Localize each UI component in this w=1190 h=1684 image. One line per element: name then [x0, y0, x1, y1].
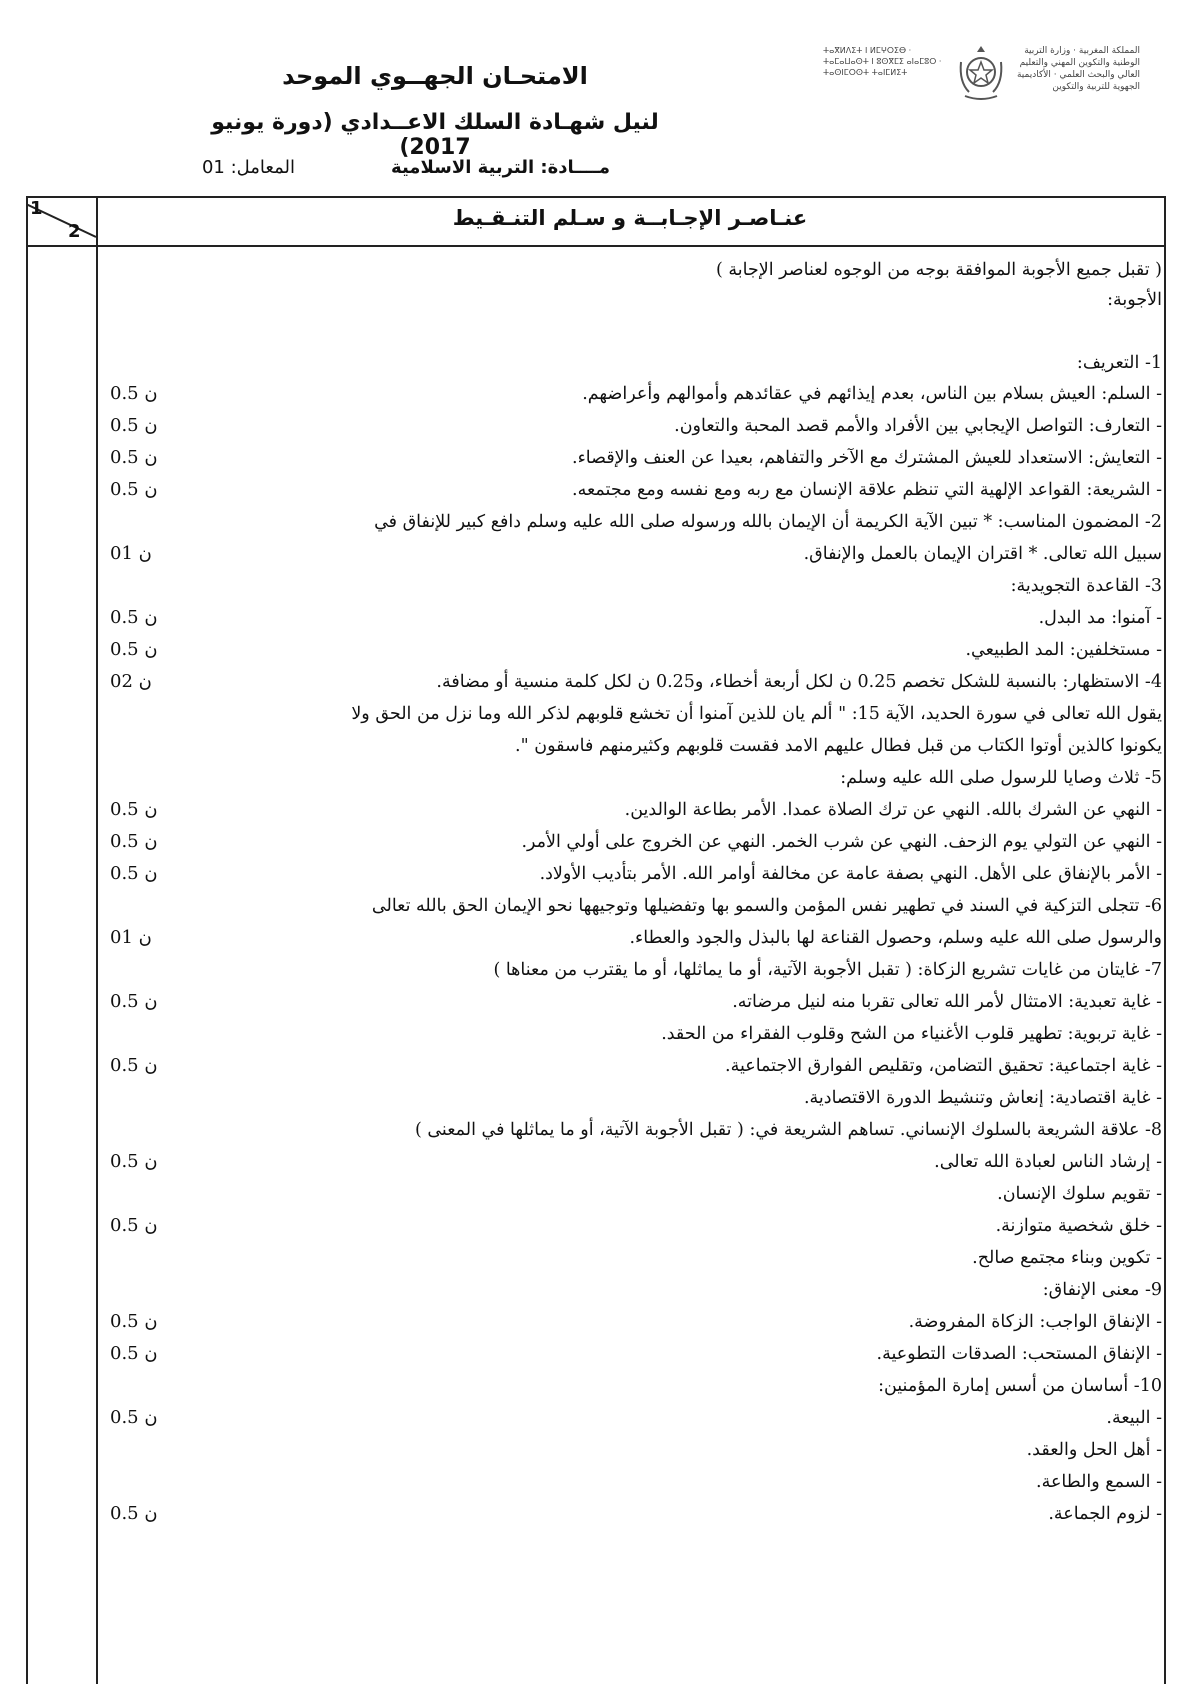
score-value: 0.5 ن [110, 639, 158, 660]
answer-line: - آمنوا: مد البدل. [1038, 608, 1162, 628]
score-value: 0.5 ن [110, 1343, 158, 1364]
answer-line: - غاية اقتصادية: إنعاش وتنشيط الدورة الاقتصادية. [803, 1088, 1162, 1108]
answer-line: - خلق شخصية متوازنة. [995, 1216, 1162, 1236]
coefficient-label: المعامل: 01 [201, 157, 295, 178]
answer-line: ( تقبل جميع الأجوبة الموافقة بوجه من الوجوه لعناصر الإجابة ) [715, 260, 1162, 280]
exam-subtitle: لنيل شهـادة السلك الاعــدادي (دورة يونيو 2017) [211, 110, 659, 160]
answer-line: 7- غايتان من غايات تشريع الزكاة: ( تقبل الأجوبة الآتية، أو ما يماثلها، أو ما يقترب من معناها ) [493, 960, 1162, 980]
score-value: 0.5 ن [110, 1151, 158, 1172]
answer-line: الأجوبة: [1107, 290, 1162, 310]
section-title: عنـاصـر الإجـابــة و سـلم التنـقـيط [452, 206, 808, 230]
answer-line: - تكوين وبناء مجتمع صالح. [972, 1248, 1162, 1268]
subject-label: مــــادة: التربية الاسلامية [391, 157, 610, 178]
answer-line: 4- الاستظهار: بالنسبة للشكل تخصم 0.25 ن لكل أربعة أخطاء، و0.25 ن لكل كلمة منسية أو مضافة. [436, 672, 1162, 692]
page-number-total: 2 [68, 221, 81, 242]
answer-line: - البيعة. [1106, 1408, 1162, 1428]
exam-title: الامتحـان الجهــوي الموحد [282, 62, 588, 90]
header-divider [26, 245, 1166, 247]
answer-line: - التعايش: الاستعداد للعيش المشترك مع الآخر والتفاهم، بعيدا عن العنف والإقصاء. [572, 448, 1162, 468]
answer-line: 8- علاقة الشريعة بالسلوك الإنساني. تساهم الشريعة في: ( تقبل الأجوبة الآتية، أو ما يماثلها في المعنى ) [414, 1120, 1162, 1140]
answer-line: 3- القاعدة التجويدية: [1010, 576, 1162, 596]
answer-line: - الأمر بالإنفاق على الأهل. النهي بصفة عامة عن مخالفة أوامر الله. الأمر بتأديب الأولاد. [539, 864, 1162, 884]
answer-line: 6- تتجلى التزكية في السند في تطهير نفس المؤمن والسمو بها وتفضيلها وتوجيهها نحو الإيمان الحق بالله تعالى [371, 896, 1162, 916]
royal-emblem-icon [955, 42, 1007, 102]
ministry-logo-tifinagh-text: ⵜⴰⴳⵍⴷⵉⵜ ⵏ ⵍⵎⵖⵔⵉⴱ · ⵜⴰⵎⴰⵡⴰⵙⵜ ⵏ ⵓⵙⴳⵎⵉ ⴰⵏⴰⵎⵓⵔ · ⵜⴰⵙⵏⵎⵔⵙⵜ ⵜⴰⵏⵎⵍⵉⵜ [823, 46, 942, 77]
answer-line: - غاية تعبدية: الامتثال لأمر الله تعالى تقربا منه لنيل مرضاته. [732, 992, 1162, 1012]
answer-line: سبيل الله تعالى. * اقتران الإيمان بالعمل والإنفاق. [803, 544, 1162, 564]
score-value: 0.5 ن [110, 799, 158, 820]
score-value: 02 ن [110, 671, 152, 692]
answer-line: 2- المضمون المناسب: * تبين الآية الكريمة أن الإيمان بالله ورسوله صلى الله عليه وسلم دافع كبير للإنفاق في [374, 512, 1162, 532]
answer-line: - الشريعة: القواعد الإلهية التي تنظم علاقة الإنسان مع ربه ومع نفسه ومع مجتمعه. [572, 480, 1162, 500]
score-value: 0.5 ن [110, 415, 158, 436]
score-value: 0.5 ن [110, 1503, 158, 1524]
answer-line: يكونوا كالذين أوتوا الكتاب من قبل فطال عليهم الامد فقست قلوبهم وكثيرمنهم فاسقون ". [515, 736, 1162, 756]
answer-line: - الإنفاق الواجب: الزكاة المفروضة. [908, 1312, 1162, 1332]
score-value: 0.5 ن [110, 1407, 158, 1428]
answer-line: - إرشاد الناس لعبادة الله تعالى. [934, 1152, 1162, 1172]
score-value: 0.5 ن [110, 1055, 158, 1076]
answer-line: يقول الله تعالى في سورة الحديد، الآية 15: " ألم يان للذين آمنوا أن تخشع قلوبهم لذكر الله وما نزل من الحق ولا [351, 704, 1162, 724]
page-number-current: 1 [30, 198, 43, 219]
answer-line: والرسول صلى الله عليه وسلم، وحصول القناعة لها بالبذل والجود والعطاء. [629, 928, 1162, 948]
answer-line: 5- ثلاث وصايا للرسول صلى الله عليه وسلم: [840, 768, 1162, 788]
answer-line: 10- أساسان من أسس إمارة المؤمنين: [878, 1376, 1162, 1396]
answer-line: - النهي عن التولي يوم الزحف. النهي عن شرب الخمر. النهي عن الخروج على أولي الأمر. [521, 832, 1162, 852]
answer-line: - التعارف: التواصل الإيجابي بين الأفراد والأمم قصد المحبة والتعاون. [674, 416, 1162, 436]
answer-line: - الإنفاق المستحب: الصدقات التطوعية. [876, 1344, 1162, 1364]
answer-line: - غاية اجتماعية: تحقيق التضامن، وتقليص الفوارق الاجتماعية. [725, 1056, 1162, 1076]
answer-line: - أهل الحل والعقد. [1026, 1440, 1162, 1460]
answer-line: 1- التعريف: [1076, 353, 1162, 373]
score-value: 0.5 ن [110, 447, 158, 468]
score-value: 0.5 ن [110, 479, 158, 500]
score-value: 0.5 ن [110, 383, 158, 404]
score-value: 0.5 ن [110, 991, 158, 1012]
score-value: 0.5 ن [110, 1215, 158, 1236]
answer-line: - تقويم سلوك الإنسان. [997, 1184, 1162, 1204]
score-value: 0.5 ن [110, 863, 158, 884]
score-value: 0.5 ن [110, 607, 158, 628]
answer-line: - مستخلفين: المد الطبيعي. [965, 640, 1162, 660]
answer-line: - لزوم الجماعة. [1048, 1504, 1162, 1524]
answer-line: - غاية تربوية: تطهير قلوب الأغنياء من الشح وقلوب الفقراء من الحقد. [661, 1024, 1162, 1044]
score-value: 01 ن [110, 927, 152, 948]
margin-divider [96, 196, 98, 1684]
score-value: 0.5 ن [110, 831, 158, 852]
answer-line: - السمع والطاعة. [1036, 1472, 1162, 1492]
answer-line: 9- معنى الإنفاق: [1042, 1280, 1162, 1300]
answer-line: - السلم: العيش بسلام بين الناس، بعدم إيذائهم في عقائدهم وأموالهم وأعراضهم. [582, 384, 1162, 404]
answer-line: - النهي عن الشرك بالله. النهي عن ترك الصلاة عمدا. الأمر بطاعة الوالدين. [624, 800, 1162, 820]
score-value: 0.5 ن [110, 1311, 158, 1332]
ministry-logo-arabic-text: المملكة المغربية · وزارة التربية الوطنية والتكوين المهني والتعليم العالي والبحث العلمي · الأكاديمية الجهوية للتربية والتكوين [1016, 46, 1140, 92]
score-value: 01 ن [110, 543, 152, 564]
